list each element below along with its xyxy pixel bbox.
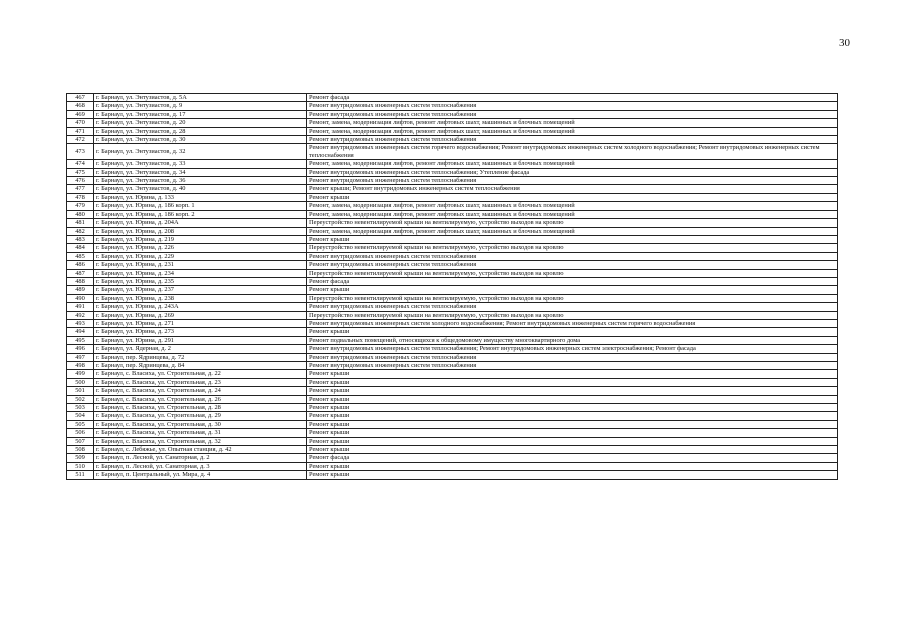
- address-cell: г. Барнаул, п. Лесной, ул. Санаторная, д. 3: [94, 462, 307, 470]
- address-cell: г. Барнаул, ул. Юрина, д. 234: [94, 269, 307, 277]
- address-cell: г. Барнаул, с. Власиха, ул. Строительная, д. 22: [94, 370, 307, 378]
- table-row: [67, 277, 838, 285]
- work-type-cell: Переустройство невентилируемой крыши на вентилируемую, устройство выходов на кровлю: [307, 311, 838, 319]
- work-type-cell: Ремонт крыши: [307, 420, 838, 428]
- table-row: [67, 387, 838, 395]
- row-number-cell: 487: [67, 269, 94, 277]
- work-type-cell: Ремонт крыши: [307, 437, 838, 445]
- address-cell: г. Барнаул, с. Власиха, ул. Строительная, д. 29: [94, 412, 307, 420]
- table-row: [67, 235, 838, 243]
- address-cell: г. Барнаул, ул. Юрина, д. 231: [94, 261, 307, 269]
- work-type-cell: Ремонт внутридомовых инженерных систем теплоснабжения: [307, 252, 838, 260]
- address-cell: г. Барнаул, ул. Энтузиастов, д. 30: [94, 136, 307, 144]
- row-number-cell: 467: [67, 94, 94, 102]
- row-number-cell: 502: [67, 395, 94, 403]
- table-row: [67, 177, 838, 185]
- address-cell: г. Барнаул, ул. Юрина, д. 291: [94, 336, 307, 344]
- table-row: [67, 119, 838, 127]
- table-row: [67, 94, 838, 102]
- work-type-cell: Ремонт внутридомовых инженерных систем теплоснабжения: [307, 353, 838, 361]
- table-row: [67, 378, 838, 386]
- row-number-cell: 499: [67, 370, 94, 378]
- address-cell: г. Барнаул, пер. Ядринцева, д. 84: [94, 362, 307, 370]
- address-cell: г. Барнаул, с. Власиха, ул. Строительная, д. 23: [94, 378, 307, 386]
- address-cell: г. Барнаул, ул. Энтузиастов, д. 33: [94, 160, 307, 168]
- row-number-cell: 501: [67, 387, 94, 395]
- table-row: [67, 286, 838, 294]
- address-cell: г. Барнаул, ул. Юрина, д. 238: [94, 294, 307, 302]
- address-cell: г. Барнаул, с. Власиха, ул. Строительная, д. 31: [94, 429, 307, 437]
- row-number-cell: 509: [67, 454, 94, 462]
- address-cell: г. Барнаул, ул. Юрина, д. 219: [94, 235, 307, 243]
- row-number-cell: 479: [67, 202, 94, 210]
- table-row: [67, 185, 838, 193]
- row-number-cell: 503: [67, 404, 94, 412]
- address-cell: г. Барнаул, ул. Юрина, д. 229: [94, 252, 307, 260]
- work-type-cell: Переустройство невентилируемой крыши на вентилируемую, устройство выходов на кровлю: [307, 269, 838, 277]
- table-row: [67, 244, 838, 252]
- row-number-cell: 505: [67, 420, 94, 428]
- row-number-cell: 478: [67, 193, 94, 201]
- address-cell: г. Барнаул, пер. Ядринцева, д. 72: [94, 353, 307, 361]
- address-cell: г. Барнаул, ул. Энтузиастов, д. 9: [94, 102, 307, 110]
- work-type-cell: Ремонт внутридомовых инженерных систем теплоснабжения: [307, 177, 838, 185]
- work-type-cell: Ремонт фасада: [307, 277, 838, 285]
- row-number-cell: 472: [67, 136, 94, 144]
- table-row: [67, 294, 838, 302]
- address-cell: г. Барнаул, п. Центральный, ул. Мира, д. 4: [94, 471, 307, 479]
- work-type-cell: Переустройство невентилируемой крыши на вентилируемую, устройство выходов на кровлю: [307, 294, 838, 302]
- work-type-cell: Ремонт внутридомовых инженерных систем теплоснабжения: [307, 261, 838, 269]
- work-type-cell: Ремонт крыши: [307, 471, 838, 479]
- row-number-cell: 483: [67, 235, 94, 243]
- table-row: [67, 127, 838, 135]
- row-number-cell: 477: [67, 185, 94, 193]
- work-type-cell: Ремонт внутридомовых инженерных систем горячего водоснабжения; Ремонт внутридомовых инженерных систем холодного водоснабжения; Ремонт внутридомовых инженерных систем теплоснабжения: [307, 144, 838, 160]
- address-cell: г. Барнаул, с. Власиха, ул. Строительная, д. 28: [94, 404, 307, 412]
- table-row: [67, 471, 838, 479]
- row-number-cell: 481: [67, 219, 94, 227]
- table-row: [67, 345, 838, 353]
- table-row: [67, 420, 838, 428]
- row-number-cell: 473: [67, 144, 94, 160]
- address-cell: г. Барнаул, ул. Юрина, д. 226: [94, 244, 307, 252]
- row-number-cell: 490: [67, 294, 94, 302]
- repair-table-container: [66, 93, 837, 480]
- work-type-cell: Ремонт внутридомовых инженерных систем теплоснабжения: [307, 303, 838, 311]
- work-type-cell: Ремонт крыши: [307, 193, 838, 201]
- row-number-cell: 476: [67, 177, 94, 185]
- row-number-cell: 491: [67, 303, 94, 311]
- page-number: 30: [839, 37, 850, 49]
- table-row: [67, 454, 838, 462]
- address-cell: г. Барнаул, ул. Юрина, д. 273: [94, 328, 307, 336]
- row-number-cell: 469: [67, 110, 94, 118]
- work-type-cell: Ремонт фасада: [307, 94, 838, 102]
- address-cell: г. Барнаул, ул. Юрина, д. 243А: [94, 303, 307, 311]
- row-number-cell: 493: [67, 319, 94, 327]
- address-cell: г. Барнаул, ул. Энтузиастов, д. 5А: [94, 94, 307, 102]
- address-cell: г. Барнаул, с. Власиха, ул. Строительная, д. 26: [94, 395, 307, 403]
- repair-table: [66, 93, 838, 480]
- address-cell: г. Барнаул, ул. Юрина, д. 237: [94, 286, 307, 294]
- table-row: [67, 160, 838, 168]
- table-row: [67, 446, 838, 454]
- address-cell: г. Барнаул, ул. Ядерная, д. 2: [94, 345, 307, 353]
- table-row: [67, 202, 838, 210]
- repair-table-body: [67, 94, 838, 480]
- row-number-cell: 470: [67, 119, 94, 127]
- table-row: [67, 319, 838, 327]
- work-type-cell: Ремонт, замена, модернизация лифтов, ремонт лифтовых шахт, машинных и блочных помещений: [307, 227, 838, 235]
- row-number-cell: 495: [67, 336, 94, 344]
- row-number-cell: 474: [67, 160, 94, 168]
- row-number-cell: 484: [67, 244, 94, 252]
- work-type-cell: Ремонт крыши: [307, 412, 838, 420]
- work-type-cell: Ремонт крыши: [307, 378, 838, 386]
- table-row: [67, 303, 838, 311]
- row-number-cell: 494: [67, 328, 94, 336]
- table-row: [67, 429, 838, 437]
- address-cell: г. Барнаул, ул. Юрина, д. 133: [94, 193, 307, 201]
- work-type-cell: Ремонт крыши: [307, 286, 838, 294]
- row-number-cell: 480: [67, 210, 94, 218]
- table-row: [67, 136, 838, 144]
- row-number-cell: 486: [67, 261, 94, 269]
- table-row: [67, 210, 838, 218]
- row-number-cell: 488: [67, 277, 94, 285]
- address-cell: г. Барнаул, ул. Энтузиастов, д. 34: [94, 168, 307, 176]
- work-type-cell: Ремонт крыши: [307, 328, 838, 336]
- work-type-cell: Ремонт внутридомовых инженерных систем теплоснабжения: [307, 136, 838, 144]
- row-number-cell: 500: [67, 378, 94, 386]
- row-number-cell: 471: [67, 127, 94, 135]
- table-row: [67, 370, 838, 378]
- table-row: [67, 328, 838, 336]
- table-row: [67, 404, 838, 412]
- row-number-cell: 496: [67, 345, 94, 353]
- row-number-cell: 492: [67, 311, 94, 319]
- address-cell: г. Барнаул, ул. Юрина, д. 271: [94, 319, 307, 327]
- work-type-cell: Ремонт, замена, модернизация лифтов, ремонт лифтовых шахт, машинных и блочных помещений: [307, 119, 838, 127]
- row-number-cell: 475: [67, 168, 94, 176]
- row-number-cell: 510: [67, 462, 94, 470]
- address-cell: г. Барнаул, ул. Энтузиастов, д. 20: [94, 119, 307, 127]
- address-cell: г. Барнаул, ул. Юрина, д. 186 корп. 1: [94, 202, 307, 210]
- work-type-cell: Ремонт крыши: [307, 446, 838, 454]
- row-number-cell: 508: [67, 446, 94, 454]
- work-type-cell: Ремонт внутридомовых инженерных систем теплоснабжения; Утепление фасада: [307, 168, 838, 176]
- table-row: [67, 412, 838, 420]
- work-type-cell: Ремонт, замена, модернизация лифтов, ремонт лифтовых шахт, машинных и блочных помещений: [307, 160, 838, 168]
- address-cell: г. Барнаул, ул. Юрина, д. 208: [94, 227, 307, 235]
- row-number-cell: 485: [67, 252, 94, 260]
- work-type-cell: Ремонт, замена, модернизация лифтов, ремонт лифтовых шахт, машинных и блочных помещений: [307, 202, 838, 210]
- address-cell: г. Барнаул, ул. Юрина, д. 235: [94, 277, 307, 285]
- work-type-cell: Ремонт внутридомовых инженерных систем теплоснабжения; Ремонт внутридомовых инженерных систем электроснабжения; Ремонт фасада: [307, 345, 838, 353]
- work-type-cell: Ремонт крыши: [307, 370, 838, 378]
- work-type-cell: Ремонт крыши: [307, 404, 838, 412]
- table-row: [67, 395, 838, 403]
- address-cell: г. Барнаул, ул. Юрина, д. 204А: [94, 219, 307, 227]
- work-type-cell: Ремонт, замена, модернизация лифтов, ремонт лифтовых шахт, машинных и блочных помещений: [307, 127, 838, 135]
- table-row: [67, 269, 838, 277]
- row-number-cell: 506: [67, 429, 94, 437]
- table-row: [67, 219, 838, 227]
- table-row: [67, 227, 838, 235]
- work-type-cell: Ремонт внутридомовых инженерных систем теплоснабжения: [307, 102, 838, 110]
- table-row: [67, 110, 838, 118]
- work-type-cell: Ремонт внутридомовых инженерных систем теплоснабжения: [307, 110, 838, 118]
- work-type-cell: Ремонт крыши: [307, 462, 838, 470]
- work-type-cell: Ремонт фасада: [307, 454, 838, 462]
- table-row: [67, 193, 838, 201]
- address-cell: г. Барнаул, ул. Энтузиастов, д. 40: [94, 185, 307, 193]
- work-type-cell: Ремонт подвальных помещений, относящихся к общедомовому имуществу многоквартирного дома: [307, 336, 838, 344]
- row-number-cell: 497: [67, 353, 94, 361]
- work-type-cell: Переустройство невентилируемой крыши на вентилируемую, устройство выходов на кровлю: [307, 219, 838, 227]
- work-type-cell: Ремонт крыши: [307, 395, 838, 403]
- table-row: [67, 261, 838, 269]
- table-row: [67, 144, 838, 160]
- table-row: [67, 252, 838, 260]
- row-number-cell: 468: [67, 102, 94, 110]
- row-number-cell: 489: [67, 286, 94, 294]
- row-number-cell: 482: [67, 227, 94, 235]
- address-cell: г. Барнаул, ул. Энтузиастов, д. 28: [94, 127, 307, 135]
- row-number-cell: 511: [67, 471, 94, 479]
- address-cell: г. Барнаул, ул. Юрина, д. 186 корп. 2: [94, 210, 307, 218]
- table-row: [67, 311, 838, 319]
- address-cell: г. Барнаул, с. Власиха, ул. Строительная, д. 24: [94, 387, 307, 395]
- table-row: [67, 336, 838, 344]
- address-cell: г. Барнаул, с. Лебяжье, ул. Опытная станция, д. 42: [94, 446, 307, 454]
- address-cell: г. Барнаул, с. Власиха, ул. Строительная, д. 30: [94, 420, 307, 428]
- row-number-cell: 507: [67, 437, 94, 445]
- address-cell: г. Барнаул, п. Лесной, ул. Санаторная, д. 2: [94, 454, 307, 462]
- row-number-cell: 504: [67, 412, 94, 420]
- table-row: [67, 462, 838, 470]
- work-type-cell: Ремонт крыши: [307, 387, 838, 395]
- address-cell: г. Барнаул, ул. Юрина, д. 269: [94, 311, 307, 319]
- address-cell: г. Барнаул, ул. Энтузиастов, д. 32: [94, 144, 307, 160]
- table-row: [67, 102, 838, 110]
- table-row: [67, 362, 838, 370]
- table-row: [67, 437, 838, 445]
- address-cell: г. Барнаул, ул. Энтузиастов, д. 36: [94, 177, 307, 185]
- table-row: [67, 168, 838, 176]
- work-type-cell: Ремонт крыши: [307, 429, 838, 437]
- work-type-cell: Ремонт внутридомовых инженерных систем холодного водоснабжения; Ремонт внутридомовых инженерных систем горячего водоснабжения: [307, 319, 838, 327]
- work-type-cell: Ремонт крыши: [307, 235, 838, 243]
- work-type-cell: Переустройство невентилируемой крыши на вентилируемую, устройство выходов на кровлю: [307, 244, 838, 252]
- work-type-cell: Ремонт внутридомовых инженерных систем теплоснабжения: [307, 362, 838, 370]
- work-type-cell: Ремонт, замена, модернизация лифтов, ремонт лифтовых шахт, машинных и блочных помещений: [307, 210, 838, 218]
- address-cell: г. Барнаул, ул. Энтузиастов, д. 17: [94, 110, 307, 118]
- table-row: [67, 353, 838, 361]
- work-type-cell: Ремонт крыши; Ремонт внутридомовых инженерных систем теплоснабжения: [307, 185, 838, 193]
- row-number-cell: 498: [67, 362, 94, 370]
- address-cell: г. Барнаул, с. Власиха, ул. Строительная, д. 32: [94, 437, 307, 445]
